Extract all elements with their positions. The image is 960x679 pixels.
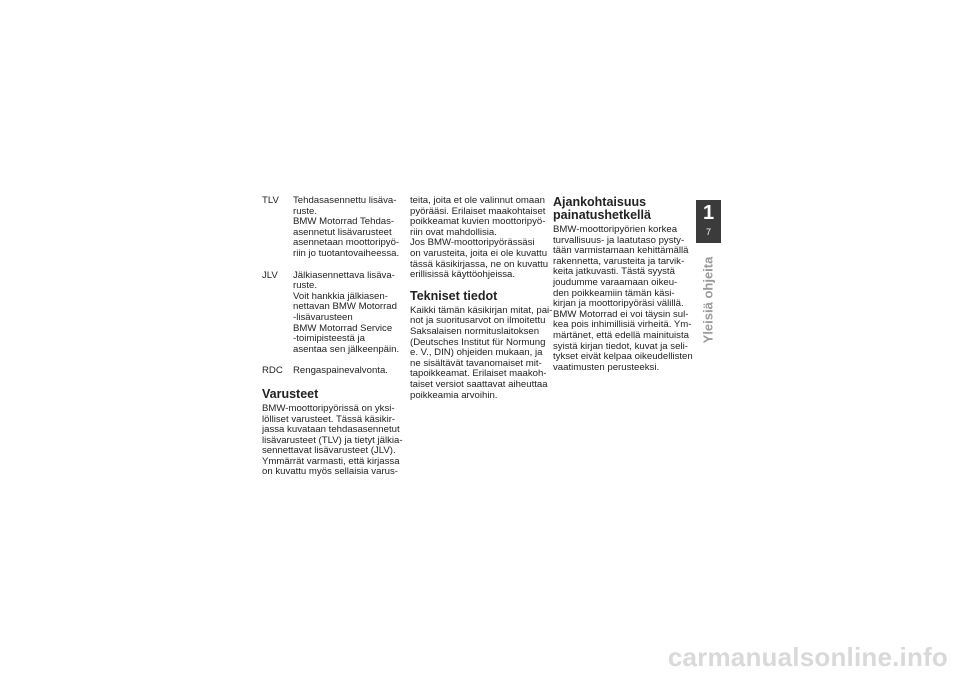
text-line: poikkeamia arvoihin. xyxy=(410,389,498,401)
text-line: tykset eivät kelpaa oikeudellisten xyxy=(553,351,693,363)
text-line: BMW Motorrad Service xyxy=(293,322,393,334)
text-line: keita jatkuvasti. Tästä syystä xyxy=(553,266,675,278)
text-line: Ymmärrät varmasti, että kirjassa xyxy=(262,455,400,467)
section-body-varusteet xyxy=(262,402,403,478)
text-line: riin ovat mahdollisia. xyxy=(410,226,497,238)
text-line: asennetaan moottoripyö- xyxy=(293,237,400,249)
section-heading-varusteet: Varusteet xyxy=(262,386,319,401)
text-line: sennettavat lisävarusteet (JLV). xyxy=(262,445,396,457)
text-line: asentaa sen jälkeenpäin. xyxy=(293,343,400,355)
text-line: BMW-moottoripyörissä on yksi- xyxy=(262,402,395,414)
text-line: asennetut lisävarusteet xyxy=(293,226,392,238)
text-line: on kuvattu myös sellaisia varus- xyxy=(262,466,398,478)
text-line: erillisissä käyttöohjeissa. xyxy=(410,269,516,281)
text-line: -lisävarusteen xyxy=(293,311,353,323)
text-line: on varusteita, joita ei ole kuvattu xyxy=(410,247,548,259)
watermark: carmanualsonline.info xyxy=(667,642,948,672)
section-heading-tekniset-tiedot: Tekniset tiedot xyxy=(410,288,498,303)
abbreviation-key: TLV xyxy=(262,195,279,206)
chapter-number: 1 xyxy=(702,202,715,224)
abbreviation-key: RDC xyxy=(262,365,283,377)
abbreviation-description xyxy=(293,196,399,260)
text-line: taiset versiot saattavat aiheuttaa xyxy=(410,378,548,390)
text-line: BMW Motorrad Tehdas- xyxy=(293,216,395,228)
text-line: Jälkiasennettava lisäva- xyxy=(293,269,395,281)
text-line: Jos BMW-moottoripyörässäsi xyxy=(410,237,535,249)
text-line: teita, joita et ole valinnut omaan xyxy=(410,195,545,206)
section-body-tekniset-tiedot xyxy=(410,304,553,401)
chapter-tab xyxy=(696,200,721,243)
text-line: (Deutsches Institut für Normung xyxy=(410,336,546,348)
column-3 xyxy=(553,195,693,373)
text-line: tapoikkeamat. Erilaiset maakoh- xyxy=(410,368,547,380)
text-line: Rengaspainevalvonta. xyxy=(293,365,388,377)
text-line: rakennetta, varusteita ja tarvik- xyxy=(553,255,685,267)
abbreviation-description xyxy=(293,271,399,356)
text-line: ruste. xyxy=(293,205,317,217)
abbreviation-jlv xyxy=(262,269,400,356)
abbreviation-description xyxy=(293,366,394,377)
text-line: poikkeamat kuvien moottoripyö- xyxy=(410,216,546,228)
text-line: tään varmistamaan kehittämällä xyxy=(553,245,689,257)
text-line: BMW-moottoripyörien korkea xyxy=(553,224,678,235)
text-line: lisävarusteet (TLV) ja tietyt jälkia- xyxy=(262,434,403,446)
section-heading-ajankohtaisuus xyxy=(553,196,685,222)
page-number: 7 xyxy=(705,227,711,237)
text-line: ne sisältävät tavanomaiset mit- xyxy=(410,357,542,369)
text-line: Voit hankkia jälkiasen- xyxy=(293,290,388,302)
text-line: tässä käsikirjassa, ne on kuvattu xyxy=(410,258,549,270)
text-line: den poikkeamiin tämän käsi- xyxy=(553,287,675,299)
heading-line: painatushetkellä xyxy=(553,208,651,222)
text-line: vaatimusten perusteeksi. xyxy=(553,361,660,373)
text-line: pyörääsi. Erilaiset maakohtaiset xyxy=(410,205,546,217)
text-line: joudumme varaamaan oikeu- xyxy=(553,276,678,288)
text-line: Kaikki tämän käsikirjan mitat, pai- xyxy=(410,304,553,316)
text-line: Tehdasasennettu lisäva- xyxy=(293,195,397,206)
section-body-ajankohtaisuus xyxy=(553,224,693,373)
text-line: lölliset varusteet. Tässä käsikir- xyxy=(262,413,396,425)
text-line: e. V., DIN) ohjeiden mukaan, ja xyxy=(410,347,543,359)
text-line: syistä kirjan tiedot, kuvat ja seli- xyxy=(553,340,688,352)
text-line: not ja suoritusarvot on ilmoitettu xyxy=(410,315,546,327)
abbreviation-tlv xyxy=(262,195,400,260)
heading-line: Ajankohtaisuus xyxy=(553,195,647,209)
column-1 xyxy=(262,195,403,478)
section-body-varusteet-continued xyxy=(410,195,549,281)
abbreviation-rdc xyxy=(262,366,394,377)
chapter-side-title: Yleisiä ohjeita xyxy=(700,256,716,344)
text-line: märtänet, että edellä mainituista xyxy=(553,329,689,341)
text-line: jassa kuvataan tehdasasennetut xyxy=(262,424,400,436)
abbreviation-key: JLV xyxy=(262,269,278,281)
text-line: BMW Motorrad ei voi täysin sul- xyxy=(553,308,689,320)
text-line: ruste. xyxy=(293,280,317,292)
text-line: Saksalaisen normituslaitoksen xyxy=(410,325,540,337)
column-2 xyxy=(410,195,553,401)
text-line: riin jo tuotantovaiheessa. xyxy=(293,247,400,259)
text-line: turvallisuus- ja laatutaso pysty- xyxy=(553,234,685,246)
text-line: -toimipisteestä ja xyxy=(293,333,365,345)
text-line: kea pois inhimillisiä virheitä. Ym- xyxy=(553,319,692,331)
text-line: kirjan ja moottoripyöräsi välillä. xyxy=(553,298,684,310)
text-line: nettavan BMW Motorrad xyxy=(293,301,397,313)
